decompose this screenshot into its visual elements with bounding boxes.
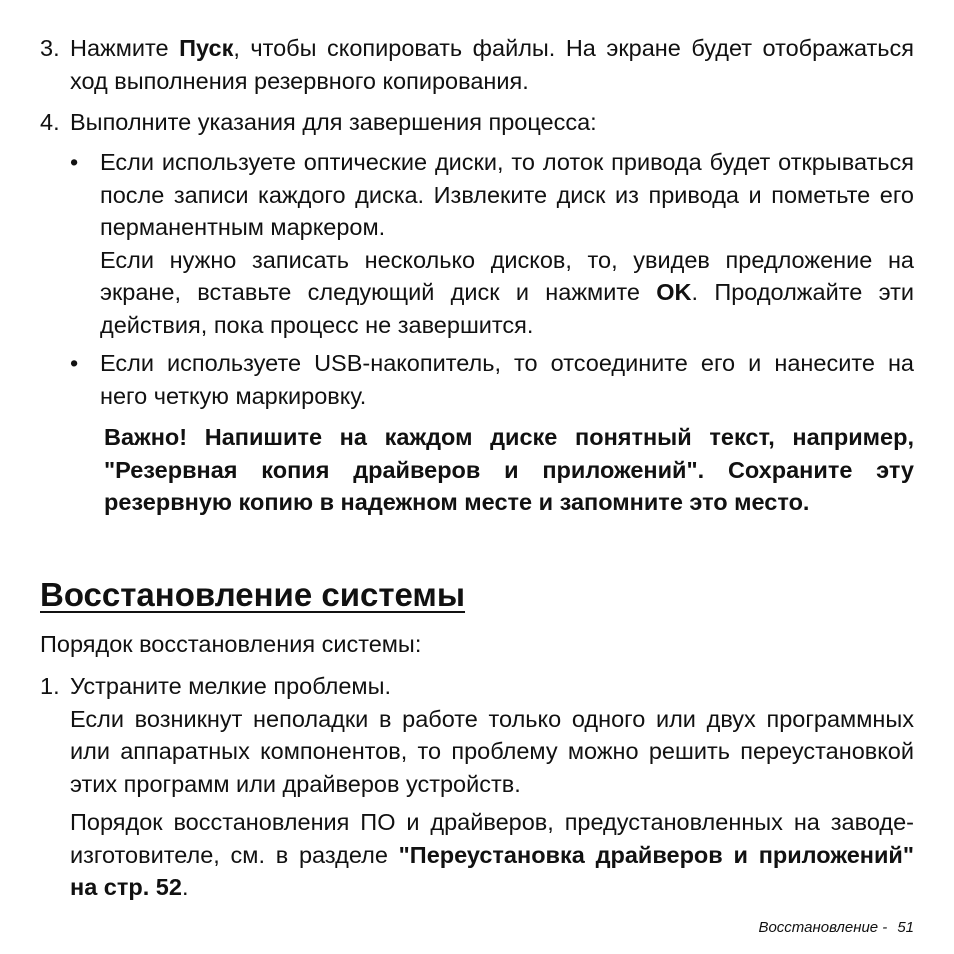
bullet-mark: • — [70, 350, 79, 376]
cross-reference-link[interactable]: "Переустановка драйверов и приложений" на стр. 52 — [70, 841, 915, 900]
page-footer — [758, 918, 914, 938]
restore-step-1-para-1: Если возникнут неполадки в работе только одного или двух программных или аппаратных компонентов, то проблему можно решить переустановкой этих программ или драйверов устройств. — [70, 705, 914, 797]
section-title: Восстановление системы — [40, 576, 466, 613]
section-intro: Порядок восстановления системы: — [40, 631, 422, 657]
footer-section: Восстановление - — [758, 919, 888, 936]
bullet-mark: • — [70, 149, 79, 175]
restore-step-1 — [40, 670, 914, 904]
start-button-label: Пуск — [179, 35, 234, 61]
bullet-usb-text: Если используете USB-накопитель, то отсоедините его и нанесите на него четкую маркировку. — [100, 350, 914, 409]
bullet-optical-text-1: Если используете оптические диски, то лоток привода будет открываться после записи каждого диска. Извлеките диск из привода и пометьте его перманентным маркером. — [100, 149, 914, 240]
step-3 — [40, 32, 914, 97]
restore-step-1-number: 1. — [40, 673, 60, 699]
restore-step-1-title: Устраните мелкие проблемы. — [70, 673, 392, 699]
restore-step-1-para-2: Порядок восстановления ПО и драйверов, предустановленных на заводе-изготовителе, см. в разделе "Переустановка драйверов и приложений" на стр. 52. — [70, 809, 915, 900]
step-4-number: 4. — [40, 109, 60, 135]
step-4-text: Выполните указания для завершения процесса: — [70, 109, 597, 135]
step-3-number: 3. — [40, 35, 60, 61]
important-note: Важно! Напишите на каждом диске понятный текст, например, "Резервная копия драйверов и приложений". Сохраните эту резервную копию в надежном месте и запомните это место. — [104, 424, 914, 515]
bullet-usb-drive — [70, 347, 914, 412]
step-3-text: Нажмите Пуск, чтобы скопировать файлы. На экране будет отображаться ход выполнения резервного копирования. — [70, 35, 914, 94]
step-4 — [40, 106, 914, 139]
bullet-optical-discs — [70, 146, 914, 341]
ok-button-label: OK — [656, 279, 692, 305]
page-number: 51 — [897, 919, 914, 936]
bullet-optical-text-2: Если нужно записать несколько дисков, то, увидев предложение на экране, вставьте следующий диск и нажмите OK. Продолжайте эти действия, пока процесс не завершится. — [100, 246, 914, 338]
